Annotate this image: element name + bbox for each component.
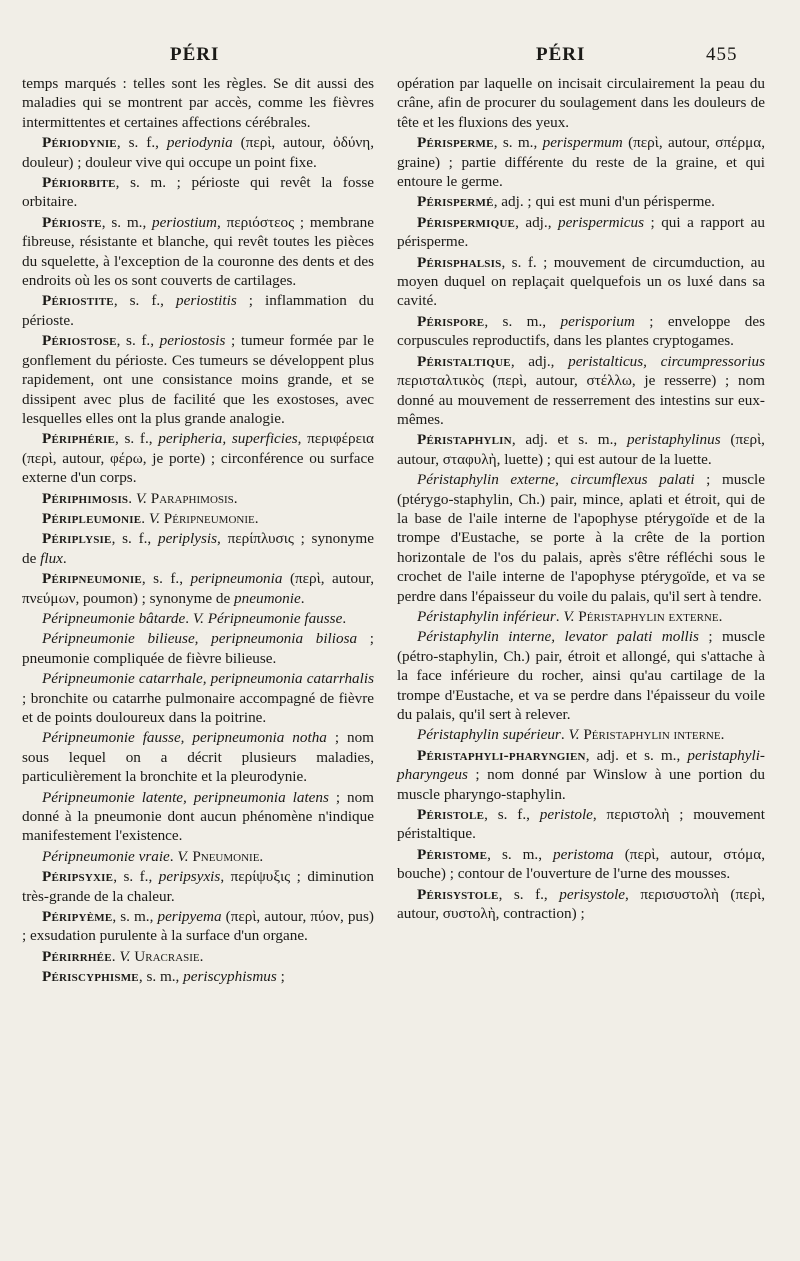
headword: Péripleumonie	[42, 509, 142, 527]
entry-text: (περὶ, autour, πύον, pus) ; exsudation purulente à la surface d'un organe.	[22, 908, 374, 945]
headword: Péristaphylin	[417, 431, 512, 449]
dictionary-entry	[397, 845, 765, 884]
entry-text: ; muscle (pétro-staphylin, Ch.) pair, étroit et allongé, qui s'attache à la face inférieure du rocher, ainsi qu'au cartilage de la trompe d'Eustache, et va se perdre dans l'épaisseur du voile du palais, qu'il sert à relever.	[397, 628, 765, 723]
italic-term: V.	[177, 847, 189, 865]
entry-text: ; pneumonie compliquée de fièvre bilieuse.	[22, 630, 374, 667]
left-running-title: PÉRI	[170, 44, 220, 65]
entry-text: , s. m.,	[138, 968, 184, 986]
entry-text: , s. f.,	[141, 570, 191, 588]
dictionary-entry	[397, 253, 765, 311]
entry-text: .	[342, 609, 347, 627]
entry-text: , s. f.,	[111, 530, 158, 548]
entry-text: , s. m.,	[101, 213, 153, 231]
entry-text: , adj. et s. m.,	[511, 431, 627, 449]
dictionary-entry	[22, 213, 374, 291]
headword: Périoste	[42, 213, 102, 231]
entry-text: .	[111, 947, 120, 965]
italic-term: periostosis	[159, 332, 226, 350]
entry-text: .	[720, 726, 725, 744]
italic-term: perisystole	[559, 885, 626, 903]
italic-term: peripheria, superficies	[158, 430, 298, 448]
entry-text: , s. f.,	[484, 806, 540, 824]
headword: Périrrhée	[42, 947, 112, 965]
italic-term: peripyema	[157, 908, 222, 926]
entry-text: , s. f.,	[113, 868, 159, 886]
entry-text: .	[259, 847, 264, 865]
dictionary-entry	[22, 331, 374, 428]
headword: Péripyème	[42, 908, 113, 926]
italic-term: peristaphylinus	[626, 431, 721, 449]
entry-text: , περίπλυσις ; synonyme de	[22, 530, 374, 567]
dictionary-entry	[22, 669, 374, 727]
italic-term: V.	[119, 947, 131, 965]
dictionary-entry	[22, 509, 374, 528]
entry-text: ; enveloppe des corpuscules reproductifs, dans les plantes cryptogames.	[397, 312, 765, 350]
headword: Périodynie	[42, 134, 117, 152]
italic-term: V. Péripneumonie fausse	[192, 609, 343, 627]
italic-term: periostium	[152, 213, 217, 231]
entry-text: , περιόστεος ; membrane fibreuse, résistante et blanche, qui revêt toutes les pièces du squelette, à l'exception de la couronne des dents et des endroits où les os sont couverts de cartilages.	[22, 213, 374, 290]
dictionary-entry	[397, 192, 765, 211]
headword: Péripneumonie	[42, 570, 142, 588]
headword: Périorbite	[42, 174, 116, 192]
dictionary-entry	[22, 728, 374, 786]
entry-text: (περὶ, autour, στόμα, bouche) ; contour de l'ouverture de l'urne des mousses.	[397, 845, 765, 883]
dictionary-entry	[22, 867, 374, 906]
cross-reference: Uracrasie	[134, 947, 200, 965]
entry-text: temps marqués : telles sont les règles. Se dit aussi des maladies qui se montrent par accès, comme les fièvres intermittentes et certaines affections cérébrales.	[22, 75, 374, 131]
entry-text: , adj.,	[510, 352, 569, 370]
italic-term: periplysis	[157, 530, 218, 548]
italic-term: Péristaphylin interne, levator palati mollis	[417, 628, 699, 646]
cross-reference: Péripneumonie	[163, 509, 255, 527]
dictionary-entry	[397, 213, 765, 252]
italic-term: Péripneumonie vraie	[42, 847, 170, 865]
entry-text: ;	[276, 968, 285, 986]
entry-text: περισταλτικὸς (περὶ, autour, στέλλω, je resserre) ; nom donné au mouvement de resserrement des intestins sur eux-mêmes.	[397, 372, 765, 428]
dictionary-entry	[22, 291, 374, 330]
entry-text: , adj.,	[515, 213, 558, 231]
dictionary-entry	[22, 947, 374, 966]
entry-text: ; bronchite ou catarrhe pulmonaire accompagné de fièvre et de points douloureux dans la poitrine.	[22, 689, 374, 726]
dictionary-entry	[397, 470, 765, 606]
headword: Périsperme	[417, 134, 494, 152]
cross-reference: Pneumonie	[192, 847, 260, 865]
entry-text: , s. f. ; mouvement de circumduction, au moyen duquel on replaçait quelquefois un os luxé dans sa cavité.	[397, 253, 765, 310]
dictionary-entry	[397, 805, 765, 844]
dictionary-entry	[22, 489, 374, 508]
dictionary-entry	[22, 173, 374, 212]
entry-text: , adj. ; qui est muni d'un périsperme.	[493, 193, 715, 211]
running-head	[0, 44, 800, 70]
dictionary-entry	[397, 312, 765, 351]
dictionary-entry	[22, 609, 374, 628]
headword: Péripsyxie	[42, 868, 114, 886]
italic-term: peristoma	[553, 845, 614, 863]
italic-term: perisporium	[560, 312, 635, 330]
italic-term: V.	[568, 726, 580, 744]
italic-term: V.	[135, 489, 147, 507]
headword: Périphérie	[42, 430, 116, 448]
italic-term: peristole	[539, 806, 593, 824]
italic-term: peripneumonia	[190, 570, 283, 588]
entry-text: ; nom donné à la pneumonie dont aucun phénomène n'indique manifestement l'existence.	[22, 788, 374, 845]
entry-text: ; inflammation du périoste.	[22, 292, 374, 329]
entry-text: .	[233, 489, 238, 507]
entry-text: opération par laquelle on incisait circulairement la peau du crâne, afin de procurer du soulagement dans les douleurs de tête et les fluxions des yeux.	[397, 75, 765, 131]
headword: Périsystole	[417, 885, 499, 903]
entry-text: ; muscle (ptérygo-staphylin, Ch.) pair, mince, aplati et étroit, qui de la base de l'aile interne de l'apophyse ptérygoïde et de la trompe d'Eustache, se porte à la crête de la portion horizontale de l'os du palais, après s'être réfléchi sous le crochet de l'aile interne de l'apophyse ptérygoïde, et va se perdre dans l'épaisseur du voile du palais, qu'il sert à tendre.	[397, 471, 765, 605]
dictionary-entry	[397, 352, 765, 430]
dictionary-entry	[22, 74, 374, 132]
entry-text: .	[62, 549, 67, 567]
entry-text: .	[169, 847, 178, 865]
italic-term: Péripneumonie bilieuse, peripneumonia biliosa	[42, 630, 358, 648]
italic-term: peristalticus, circumpressorius	[568, 352, 765, 370]
headword: Péristome	[417, 845, 488, 863]
left-column	[22, 74, 374, 988]
entry-text: , s. f.,	[113, 292, 176, 310]
entry-text: .	[141, 509, 149, 527]
entry-text: ; tumeur formée par le gonflement du périoste. Ces tumeurs se développent plus rapidement, ont une consistance moins grande, et se dissipent avec plus de facilité que les exostoses, avec lesquelles elles ont la plus grande analogie.	[22, 332, 374, 427]
entry-text: .	[300, 589, 305, 607]
entry-text: (περὶ, autour, ὀδύνη, douleur) ; douleur vive qui occupe un point fixe.	[22, 134, 374, 171]
entry-text: , s. m.,	[112, 908, 158, 926]
dictionary-entry	[22, 133, 374, 172]
italic-term: flux	[40, 549, 63, 567]
dictionary-entry	[397, 885, 765, 924]
dictionary-entry	[22, 907, 374, 946]
dictionary-entry	[397, 133, 765, 191]
entry-text: , περιφέρεια (περὶ, autour, φέρω, je porte) ; circonférence ou surface externe d'un corps.	[22, 430, 374, 487]
entry-text: , s. f.,	[498, 885, 560, 903]
italic-term: peripsyxis	[158, 868, 221, 886]
right-column	[397, 74, 765, 924]
italic-term: V.	[148, 509, 160, 527]
dictionary-entry	[22, 629, 374, 668]
entry-text: , περισυστολὴ (περὶ, autour, συστολὴ, contraction) ;	[397, 885, 765, 923]
dictionary-entry	[22, 847, 374, 866]
entry-text: .	[718, 607, 723, 625]
entry-text: .	[254, 509, 259, 527]
italic-term: V.	[563, 607, 575, 625]
entry-text: (περὶ, autour, σπέρμα, graine) ; partie différente du reste de la graine, et qui entoure le germe.	[397, 134, 765, 191]
dictionary-entry	[22, 788, 374, 846]
headword: Périspermé	[417, 193, 494, 211]
headword: Périspore	[417, 312, 485, 330]
italic-term: periodynia	[166, 134, 233, 152]
entry-text: ; nom donné par Winslow à une portion du muscle pharyngo-staphylin.	[397, 766, 765, 803]
entry-text: , s. m.,	[484, 312, 561, 330]
headword: Périphimosis	[42, 489, 129, 507]
entry-text: , s. m. ; périoste qui revêt la fosse orbitaire.	[22, 174, 374, 211]
headword: Péristaltique	[417, 352, 511, 370]
headword: Périspermique	[417, 213, 516, 231]
italic-term: Péristaphylin inférieur	[417, 607, 556, 625]
entry-text: ; qui a rapport au périsperme.	[397, 213, 765, 251]
italic-term: Péristaphylin externe, circumflexus palati	[417, 471, 695, 489]
italic-term: periostitis	[175, 292, 237, 310]
entry-text: .	[555, 607, 564, 625]
dictionary-entry	[397, 746, 765, 804]
headword: Péristaphyli-pharyngien	[417, 746, 586, 764]
entry-text: , s. f.,	[115, 430, 159, 448]
headword: Péristole	[417, 806, 485, 824]
entry-text: .	[560, 726, 569, 744]
italic-term: Péripneumonie fausse, peripneumonia notha	[42, 729, 327, 747]
entry-text: (περὶ, autour, σταφυλὴ, luette) ; qui est autour de la luette.	[397, 431, 765, 468]
dictionary-entry	[397, 430, 765, 469]
dictionary-entry	[22, 569, 374, 608]
entry-text: , s. m.,	[487, 845, 553, 863]
italic-term: Péripneumonie latente, peripneumonia latens	[42, 788, 329, 806]
entry-text: , adj. et s. m.,	[585, 746, 688, 764]
dictionary-entry	[397, 627, 765, 724]
dictionary-entry	[397, 607, 765, 626]
italic-term: Péristaphylin supérieur	[417, 726, 561, 744]
italic-term: peristaphyli-pharyngeus	[397, 746, 765, 784]
right-running-title: PÉRI	[536, 44, 586, 65]
italic-term: perispermum	[542, 134, 623, 152]
italic-term: pneumonie	[234, 589, 301, 607]
headword: Périostose	[42, 332, 117, 350]
italic-term: perispermicus	[557, 213, 645, 231]
entry-text: .	[185, 609, 193, 627]
dictionary-entry	[22, 967, 374, 986]
entry-text: , περίψυξις ; diminution très-grande de la chaleur.	[22, 868, 374, 905]
entry-text: .	[199, 947, 204, 965]
dictionary-entry	[397, 725, 765, 744]
italic-term: Péripneumonie bâtarde	[42, 609, 186, 627]
page-number: 455	[706, 44, 738, 65]
entry-text: , περιστολὴ ; mouvement péristaltique.	[397, 806, 765, 843]
italic-term: Péripneumonie catarrhale, peripneumonia catarrhalis	[42, 670, 374, 688]
entry-text: , s. f.,	[116, 332, 160, 350]
entry-text: (περὶ, autour, πνεύμων, poumon) ; synonyme de	[22, 570, 374, 607]
dictionary-entry	[22, 529, 374, 568]
cross-reference: Péristaphylin externe	[578, 607, 719, 625]
headword: Périplysie	[42, 530, 112, 548]
cross-reference: Paraphimosis	[150, 489, 234, 507]
entry-text: ; nom sous lequel on a décrit plusieurs maladies, particulièrement la bronchite et la pleurodynie.	[22, 729, 374, 786]
headword: Périostite	[42, 292, 114, 310]
cross-reference: Péristaphylin interne	[583, 726, 721, 744]
entry-text: , s. m.,	[493, 134, 543, 152]
dictionary-entry	[22, 429, 374, 487]
dictionary-entry	[397, 74, 765, 132]
headword: Périscyphisme	[42, 968, 139, 986]
entry-text: .	[128, 489, 136, 507]
italic-term: periscyphismus	[183, 968, 277, 986]
headword: Périsphalsis	[417, 253, 502, 271]
entry-text: , s. f.,	[116, 134, 167, 152]
